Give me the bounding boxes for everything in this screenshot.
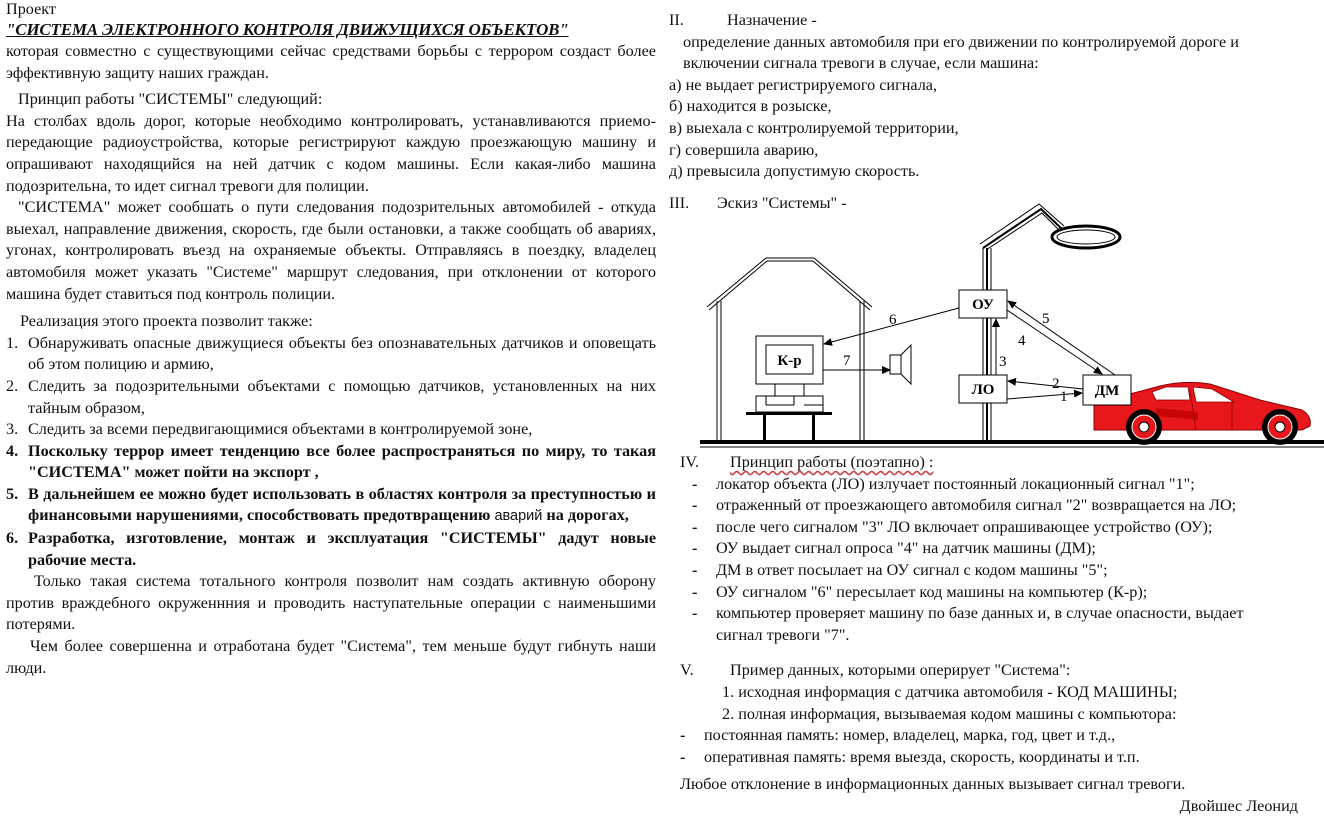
signal-label-2: 2 (1052, 376, 1060, 392)
dash-bullet: - (680, 726, 686, 745)
signal-label-5: 5 (1042, 311, 1050, 327)
operation-step (680, 582, 1320, 604)
condition-item: б) находится в розыске, (669, 97, 832, 116)
signal-label-7: 7 (843, 353, 851, 369)
conclusion-paragraph-1: Только такая система тотального контроля позволит нам создать активную оборону против враждебного окруженнния и проводить наступательные операции с наименьшими потерями. (6, 572, 656, 634)
benefit-item (6, 484, 656, 528)
operation-step (680, 517, 1320, 539)
signal-label-3: 3 (999, 354, 1007, 370)
benefit-text: В дальнейшем ее можно будет использовать в областях контроля за преступностью и финансовыми нарушениями, способствовать предотвращению (28, 484, 656, 525)
section-title: Эскиз "Системы" - (717, 193, 847, 212)
data-item: 2. полная информация, вызываемая кодом машины с компьютора: (722, 704, 1177, 723)
author-signature: Двойшес Леонид (1179, 796, 1298, 815)
signal-2-arrow (1008, 381, 1083, 389)
memory-list (680, 725, 1320, 768)
project-title: "СИСТЕМА ЭЛЕКТРОННОГО КОНТРОЛЯ ДВИЖУЩИХСЯ ОБЪЕКТОВ" (6, 20, 569, 39)
benefit-item (6, 441, 656, 484)
operation-step (680, 603, 1320, 646)
purpose-heading (669, 10, 1319, 32)
section-title: Пример данных, которыми оперирует "Система": (730, 661, 1071, 680)
benefit-item (6, 333, 656, 376)
benefit-text: Обнаруживать опасные движущиеся объекты без опознавательных датчиков и оповещать об этом полицию и армию, (28, 333, 656, 374)
benefit-text: Поскольку террор имеет тенденцию все более распространяться по миру, то такая "СИСТЕМА" может пойти на экспорт , (28, 441, 656, 482)
benefit-item (6, 528, 656, 571)
benefit-text: на дорогах, (542, 506, 629, 525)
principle-paragraph: На столбах вдоль дорог, которые необходимо контролировать, устанавливаются приемо-передающие радиоустройства, которые регистрируют каждую проезжающую машину и опрашивают находящийся на ней датчик с кодом машины. Если какая-либо машина подозрительна, то идет сигнал тревоги для полиции. (6, 111, 656, 195)
operation-step (680, 495, 1320, 517)
step-text: ДМ в ответ посылает на ОУ сигнал с кодом машины "5"; (716, 560, 1108, 579)
purpose-conditions (669, 75, 1319, 183)
system-sketch-diagram (690, 190, 1324, 452)
benefit-item (6, 376, 656, 419)
locator-label: ЛО (971, 382, 995, 398)
conclusion-paragraph-2: Чем более совершенна и отработана будет "Система", тем меньше будут гибнуть наши люди. (6, 637, 656, 677)
condition-item: а) не выдает регистрируемого сигнала, (669, 75, 938, 94)
dash-bullet: - (692, 560, 698, 579)
realization-heading: Реализация этого проекта позволит также: (20, 312, 313, 331)
benefit-text-normal: аварий (494, 508, 543, 525)
benefit-number: 6. (6, 529, 19, 548)
signal-label-1: 1 (1060, 389, 1068, 405)
interrogator-label: ОУ (972, 297, 994, 313)
dash-bullet: - (680, 747, 686, 766)
purpose-text: определение данных автомобиля при его движении по контролируемой дороге и включении сигнала тревоги в случае, если машина: (683, 32, 1239, 73)
dash-bullet: - (692, 582, 698, 601)
benefit-number: 3. (6, 420, 19, 439)
project-label: Проект (6, 0, 56, 18)
operation-step (680, 538, 1320, 560)
condition-item: в) выехала с контролируемой территории, (669, 118, 959, 137)
sketch-svg (690, 190, 1324, 452)
intro-paragraph: которая совместно с существующими сейчас средствами борьбы с террором создаст более эффективную защиту наших граждан. (6, 42, 656, 82)
condition-item: д) превысила допустимую скорость. (669, 162, 920, 181)
operation-step (680, 474, 1320, 496)
section-number: III. (669, 193, 690, 212)
dash-bullet: - (692, 604, 698, 623)
step-text: локатор объекта (ЛО) излучает постоянный локационный сигнал "1"; (716, 474, 1195, 493)
dash-bullet: - (692, 539, 698, 558)
step-text: отраженный от проезжающего автомобиля сигнал "2" возвращается на ЛО; (716, 496, 1237, 515)
ground-line (700, 440, 1324, 444)
signal-label-6: 6 (889, 312, 897, 328)
step-text: после чего сигналом "3" ЛО включает опрашивающее устройство (ОУ); (716, 517, 1213, 536)
memory-text: постоянная память: номер, владелец, марка, год, цвет и т.д., (704, 726, 1116, 745)
operation-steps (680, 474, 1320, 647)
benefit-number: 5. (6, 484, 19, 503)
benefit-number: 2. (6, 376, 19, 395)
section-number: V. (680, 661, 694, 680)
benefit-text: Разработка, изготовление, монтаж и эксплуатация "СИСТЕМЫ" дадут новые рабочие места. (28, 529, 656, 569)
benefits-list (6, 333, 656, 572)
step-text: ОУ выдает сигнал опроса "4" на датчик машины (ДМ); (716, 539, 1096, 558)
memory-item (680, 747, 1320, 769)
benefit-number: 1. (6, 333, 19, 352)
system-paragraph: "СИСТЕМА" может сообшать о пути следования подозрительных автомобилей - откуда выехал, направление движения, скорость, где были остановки, а также сообщать об авариях, угонах, контролировать въезд на охраняемые объекты. Отправляясь в поездку, владелец автомобиля может указать "Системе" маршрут следования, при отклонении от которого машина будет ставиться под контроль полиции. (6, 198, 656, 303)
section-title: Назначение - (727, 11, 817, 29)
principle-heading: Принцип работы "СИСТЕМЫ" следующий: (18, 90, 323, 109)
computer-label: К-р (777, 353, 802, 369)
dash-bullet: - (692, 517, 698, 536)
computer-icon (756, 336, 823, 412)
signal-1-arrow (1007, 393, 1082, 399)
signal-label-4: 4 (1018, 333, 1026, 349)
benefit-number: 4. (6, 441, 19, 460)
speaker-icon (890, 345, 911, 384)
benefit-item (6, 419, 656, 441)
left-column (6, 0, 656, 679)
operation-step (680, 560, 1320, 582)
right-column (669, 10, 1319, 214)
car-sensor-label: ДМ (1094, 383, 1120, 399)
benefit-text: Следить за всеми передвигающимися объектами в контролируемой зоне, (28, 420, 533, 439)
section-title: Принцип работы (поэтапно) : (730, 453, 934, 471)
footer-note: Любое отклонение в информационных данных вызывает сигнал тревоги. (680, 775, 1186, 794)
step-text: ОУ сигналом "6" пересылает код машины на компьютер (К-р); (716, 582, 1148, 601)
operation-heading (680, 452, 1320, 474)
memory-text: оперативная память: время выезда, скорость, координаты и т.п. (704, 747, 1140, 766)
step-text: компьютер проверяет машину по базе данных и, в случае опасности, выдает сигнал тревоги "7". (716, 604, 1244, 644)
section-number: IV. (680, 453, 700, 471)
data-example-heading (680, 660, 1320, 682)
section-number: II. (669, 11, 684, 29)
table-icon (746, 412, 832, 440)
benefit-text: Следить за подозрительными объектами с помощью датчиков, установленных на них тайным образом, (28, 376, 656, 417)
memory-item (680, 725, 1320, 747)
right-column-lower (680, 452, 1320, 818)
dash-bullet: - (692, 474, 698, 493)
dash-bullet: - (692, 496, 698, 515)
data-item: 1. исходная информация с датчика автомобиля - КОД МАШИНЫ; (722, 682, 1178, 701)
condition-item: г) совершила аварию, (669, 140, 819, 159)
